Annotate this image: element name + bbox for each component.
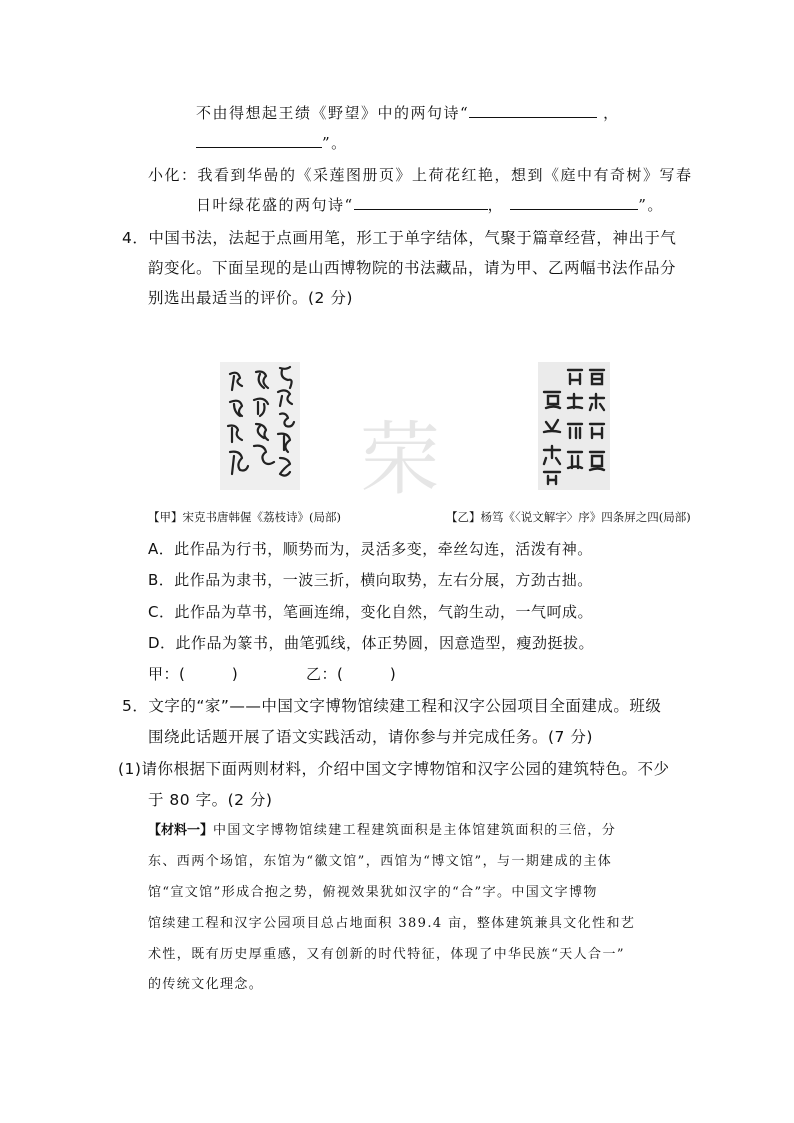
material-line-6: 的传统文化理念。 [148,977,264,992]
q3-line2-suffix: ”。 [322,134,348,152]
xiaohua-line1: 小化：我看到华喦的《采莲图册页》上荷花红艳，想到《庭中有奇树》写春 [148,166,693,184]
material-line-5: 术性，既有历史厚重感，又有创新的时代特征，体现了中华民族“天人合一” [148,947,625,962]
q3-line2 [196,133,348,153]
q3-blank-2[interactable] [196,133,322,148]
material-line-1-text: 中国文字博物馆续建工程建筑面积是主体馆建筑面积的三倍，分 [213,823,617,838]
material-line-1 [148,821,616,841]
calligraphy-yi-image [538,362,610,490]
q3-blank-1[interactable] [469,103,597,118]
option-b[interactable]: B．此作品为隶书，一波三折，横向取势，左右分展，方劲古拙。 [148,571,593,589]
material-line-3: 馆“宣文馆”形成合抱之势，俯视效果犹如汉字的“合”字。中国文字博物 [148,885,598,900]
caption-jia: 【甲】宋克书唐韩偓《荔枝诗》(局部) [148,510,341,524]
material-line-2: 东、西两个场馆，东馆为“徽文馆”，西馆为“博文馆”，与一期建成的主体 [148,854,613,869]
option-d[interactable]: D．此作品为篆书，曲笔弧线，体正势圆，因意造型，瘦劲挺拔。 [148,634,595,652]
q5-line2: 围绕此话题开展了语文实践活动，请你参与并完成任务。(7 分) [148,728,593,746]
xiaohua-blank-2[interactable] [510,195,638,210]
q4-line2: 韵变化。下面呈现的是山西博物院的书法藏品，请为甲、乙两幅书法作品分 [148,259,677,277]
material-line-4: 馆续建工程和汉字公园项目总占地面积 389.4 亩，整体建筑兼具文化性和艺 [148,916,636,931]
calligraphy-jia-image [220,362,300,490]
option-c[interactable]: C．此作品为草书，笔画连绵，变化自然，气韵生动，一气呵成。 [148,603,593,621]
cursive-script-picture [220,362,300,490]
q3-line1-sep: ， [603,104,620,122]
q4-line1: 4．中国书法，法起于点画用笔，形工于单字结体，气聚于篇章经营，神出于气 [122,229,677,247]
caption-yi: 【乙】杨笃《〈说文解字〉序》四条屏之四(局部) [446,510,691,524]
xiaohua-line2-prefix: 日叶绿花盛的两句诗“ [196,196,354,214]
q3-line1 [196,103,620,123]
option-a[interactable]: A．此作品为行书，顺势而为，灵活多变，牵丝勾连，活泼有神。 [148,540,593,558]
xiaohua-line2 [196,195,664,215]
answer-jia[interactable]: 甲：( ) [148,665,239,683]
clerical-script-picture [538,362,610,490]
q5-sub1-line1: (1)请你根据下面两则材料，介绍中国文字博物馆和汉字公园的建筑特色。不少 [118,760,670,778]
q4-line3: 别选出最适当的评价。(2 分) [148,289,353,307]
answer-yi[interactable]: 乙：( ) [306,665,397,683]
watermark: 荣 [360,413,440,506]
xiaohua-blank-1[interactable] [354,195,488,210]
q5-sub1-line2: 于 80 字。(2 分) [148,791,273,809]
xiaohua-line2-sep: ， [487,196,505,214]
q5-line1: 5．文字的“家”——中国文字博物馆续建工程和汉字公园项目全面建成。班级 [122,697,662,715]
material-label: 【材料一】 [148,823,214,838]
q3-line1-prefix: 不由得想起王绩《野望》中的两句诗“ [196,104,470,122]
xiaohua-line2-suffix: ”。 [638,196,664,214]
